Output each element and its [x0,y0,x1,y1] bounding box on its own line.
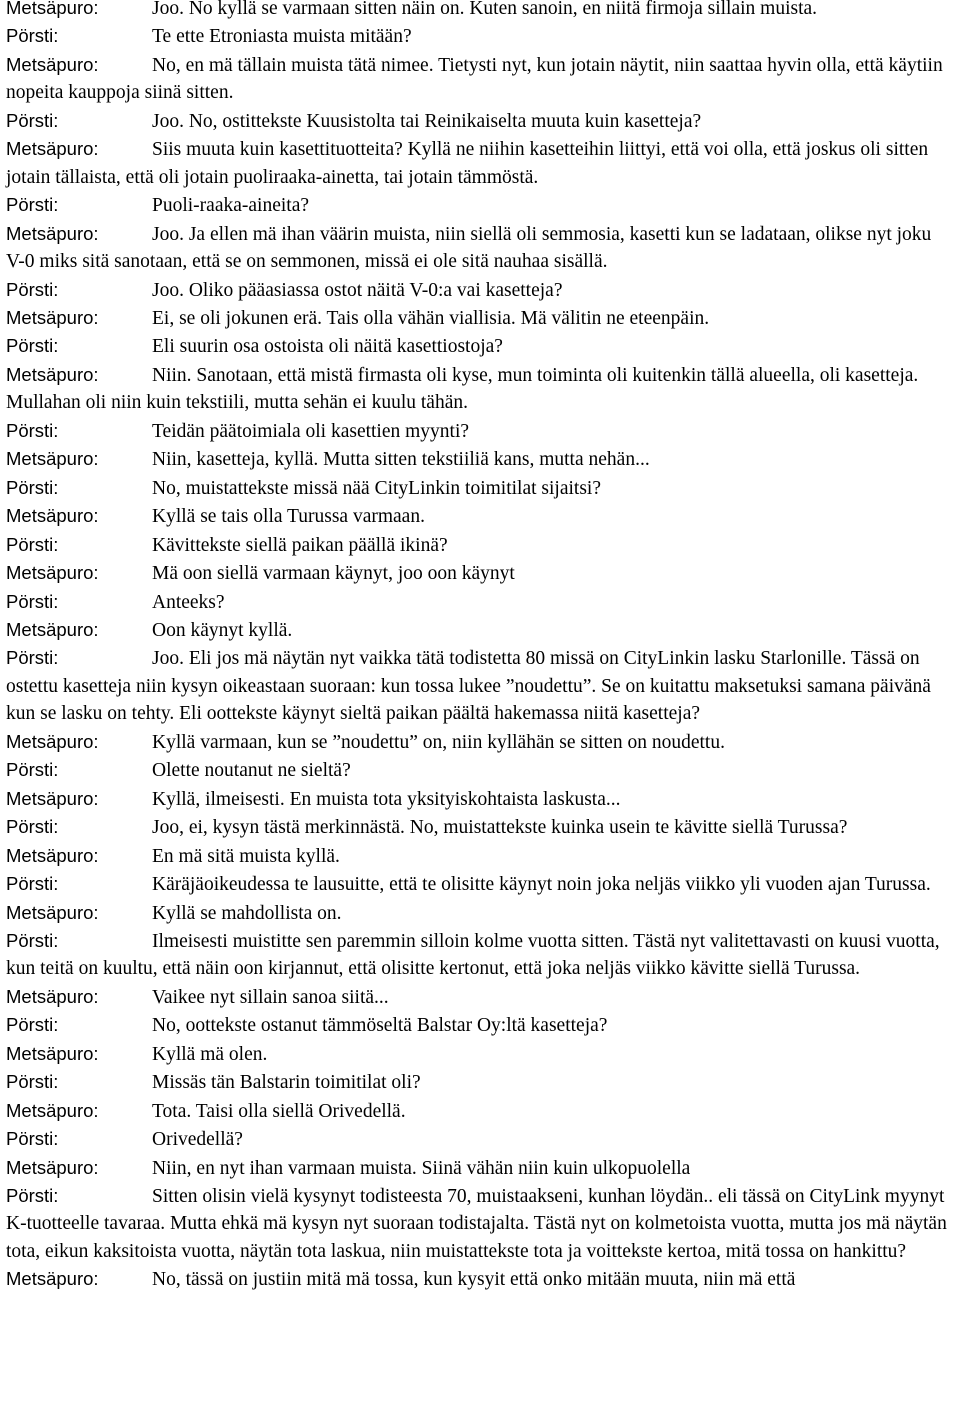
speaker-label: Metsäpuro: [6,787,99,809]
dialogue-turn [6,220,954,276]
speaker-label: Metsäpuro: [6,306,99,328]
speech-text: Niin. Sanotaan, että mistä firmasta oli kyse, mun toiminta oli kuitenkin tällä alueella, oli kasetteja. Mullahan oli niin kuin tekstiili, mutta sehän ei kuulu tähän. [6,364,919,414]
speaker-label: Pörsti: [6,476,59,498]
dialogue-turn [6,531,954,559]
dialogue-turn [6,588,954,616]
dialogue-turn [6,332,954,360]
dialogue-turn [6,502,954,530]
speech-text: Vaikee nyt sillain sanoa siitä... [152,986,389,1008]
dialogue-turn [6,304,954,332]
speech-text: Ilmeisesti muistitte sen paremmin silloin kolme vuotta sitten. Tästä nyt valitettavasti on kuusi vuotta, kun teitä on kuultu, että näin oon kirjannut, että olisitte kertonut, että joka neljäs viikko kävitte siellä Turussa. [6,930,940,980]
speaker-label: Pörsti: [6,194,59,216]
speech-text: Missäs tän Balstarin toimitilat oli? [152,1072,421,1094]
speaker-label: Pörsti: [6,25,59,47]
speaker-label: Metsäpuro: [6,730,99,752]
speech-text: Kävittekste siellä paikan päällä ikinä? [152,534,448,556]
dialogue-turn [6,1040,954,1068]
speech-text: Mä oon siellä varmaan käynyt, joo oon käynyt [152,563,515,585]
dialogue-turn [6,927,954,983]
dialogue-turn [6,361,954,417]
dialogue-turn [6,1011,954,1039]
speaker-label: Metsäpuro: [6,448,99,470]
speaker-label: Metsäpuro: [6,844,99,866]
dialogue-turn [6,870,954,898]
speech-text: Anteeks? [152,591,225,613]
speaker-label: Metsäpuro: [6,1042,99,1064]
speech-text: Orivedellä? [152,1129,243,1151]
dialogue-turn [6,51,954,107]
dialogue-turn [6,276,954,304]
speech-text: Niin, en nyt ihan varmaan muista. Siinä vähän niin kuin ulkopuolella [152,1157,691,1179]
speech-text: Kyllä mä olen. [152,1043,268,1065]
speech-text: Kyllä, ilmeisesti. En muista tota yksityiskohtaista laskusta... [152,788,621,810]
dialogue-turn [6,728,954,756]
speech-text: Joo. No, ostittekste Kuusistolta tai Reinikaiselta muuta kuin kasetteja? [152,110,702,132]
speech-text: Joo. Ja ellen mä ihan väärin muista, niin siellä oli semmosia, kasetti kun se ladataan, olikse nyt joku V-0 miks sitä sanotaan, että se on semmonen, missä ei ole sitä nauhaa sisällä. [6,223,932,273]
speech-text: Teidän päätoimiala oli kasettien myynti? [152,420,470,442]
speech-text: Te ette Etroniasta muista mitään? [152,26,412,48]
speech-text: Oon käynyt kyllä. [152,619,293,641]
speaker-label: Metsäpuro: [6,138,99,160]
dialogue-turn [6,22,954,50]
dialogue-turn [6,107,954,135]
speech-text: Niin, kasetteja, kyllä. Mutta sitten tekstiiliä kans, mutta nehän... [152,449,650,471]
dialogue-turn [6,1154,954,1182]
speaker-label: Metsäpuro: [6,618,99,640]
speaker-label: Metsäpuro: [6,985,99,1007]
speaker-label: Metsäpuro: [6,901,99,923]
speaker-label: Pörsti: [6,278,59,300]
dialogue-turn [6,1125,954,1153]
dialogue-turn [6,1265,954,1293]
speaker-label: Pörsti: [6,533,59,555]
transcript-page [6,0,954,1294]
dialogue-turn [6,0,954,22]
speaker-label: Metsäpuro: [6,0,99,18]
speaker-label: Pörsti: [6,109,59,131]
speaker-label: Metsäpuro: [6,505,99,527]
speech-text: Käräjäoikeudessa te lausuitte, että te olisitte käynyt noin joka neljäs viikko yli vuoden ajan Turussa. [152,874,931,896]
speech-text: Joo. Eli jos mä näytän nyt vaikka tätä todistetta 80 missä on CityLinkin lasku Starlonille. Tässä on ostettu kasetteja niin kysyn oikeastaan suoraan: kun tossa lukee ”noudettu”. Se on kuitattu maksetuksi samana päivänä kun se lasku on tehty. Eli oottekste käynyt sieltä paikan päältä hakemassa niitä kasetteja? [6,648,931,725]
speech-text: Joo, ei, kysyn tästä merkinnästä. No, muistattekste kuinka usein te kävitte siellä Turussa? [152,817,848,839]
speaker-label: Metsäpuro: [6,1268,99,1290]
speaker-label: Pörsti: [6,816,59,838]
speaker-label: Pörsti: [6,1071,59,1093]
dialogue-turn [6,899,954,927]
speaker-label: Pörsti: [6,1014,59,1036]
dialogue-turn [6,135,954,191]
dialogue-turn [6,842,954,870]
speaker-label: Metsäpuro: [6,562,99,584]
dialogue-turn [6,191,954,219]
speech-text: Kyllä varmaan, kun se ”noudettu” on, niin kyllähän se sitten on noudettu. [152,731,725,753]
speaker-label: Pörsti: [6,590,59,612]
speech-text: No, en mä tällain muista tätä nimee. Tietysti nyt, kun jotain näytit, niin saattaa hyvin olla, että käytiin nopeita kauppoja siinä sitten. [6,54,943,104]
dialogue-turn [6,445,954,473]
speaker-label: Metsäpuro: [6,1156,99,1178]
dialogue-turn [6,1068,954,1096]
speaker-label: Pörsti: [6,873,59,895]
dialogue-turn [6,983,954,1011]
speech-text: Kyllä se tais olla Turussa varmaan. [152,506,425,528]
speaker-label: Metsäpuro: [6,222,99,244]
dialogue-turn [6,785,954,813]
speech-text: Eli suurin osa ostoista oli näitä kasettiostoja? [152,336,503,358]
speaker-label: Pörsti: [6,929,59,951]
dialogue-turn [6,616,954,644]
speech-text: Kyllä se mahdollista on. [152,902,342,924]
speech-text: Joo. Oliko pääasiassa ostot näitä V-0:a vai kasetteja? [152,279,563,301]
speaker-label: Pörsti: [6,335,59,357]
speech-text: No, oottekste ostanut tämmöseltä Balstar Oy:ltä kasetteja? [152,1015,608,1037]
dialogue-turn [6,756,954,784]
dialogue-turn [6,1182,954,1265]
speaker-label: Pörsti: [6,419,59,441]
speaker-label: Metsäpuro: [6,1099,99,1121]
speaker-label: Pörsti: [6,1128,59,1150]
speech-text: No, tässä on justiin mitä mä tossa, kun kysyit että onko mitään muuta, niin mä että [152,1269,796,1291]
dialogue-turn [6,1097,954,1125]
speaker-label: Pörsti: [6,1185,59,1207]
speech-text: Joo. No kyllä se varmaan sitten näin on. Kuten sanoin, en niitä firmoja sillain muista. [152,0,818,19]
speaker-label: Metsäpuro: [6,53,99,75]
speaker-label: Pörsti: [6,759,59,781]
dialogue-turn [6,644,954,727]
dialogue-turn [6,559,954,587]
dialogue-turn [6,813,954,841]
speech-text: Puoli-raaka-aineita? [152,195,309,217]
speech-text: Siis muuta kuin kasettituotteita? Kyllä ne niihin kasetteihin liittyi, että voi olla, että joskus oli sitten jotain tällaista, että oli jotain puoliraaka-ainetta, tai jotain tämmöstä. [6,139,929,188]
speaker-label: Pörsti: [6,647,59,669]
speech-text: Olette noutanut ne sieltä? [152,760,351,782]
speech-text: Ei, se oli jokunen erä. Tais olla vähän viallisia. Mä välitin ne eteenpäin. [152,307,710,329]
speech-text: En mä sitä muista kyllä. [152,845,340,867]
speech-text: Tota. Taisi olla siellä Orivedellä. [152,1100,406,1122]
speech-text: No, muistattekste missä nää CityLinkin toimitilat sijaitsi? [152,477,601,499]
speech-text: Sitten olisin vielä kysynyt todisteesta 70, muistaakseni, kunhan löydän.. eli tässä on CityLink myynyt K-tuotteelle tavaraa. Mutta ehkä mä kysyn nyt suoraan todistajalta. Tästä nyt on kolmetoista vuotta, mutta jos mä näytän tota, eikun kaksitoista vuotta, näytän tota laskua, niin muistattekste tota ja voittekste kertoa, mitä tossa on hankittu? [6,1186,947,1262]
speaker-label: Metsäpuro: [6,363,99,385]
dialogue-turn [6,474,954,502]
dialogue-turn [6,417,954,445]
